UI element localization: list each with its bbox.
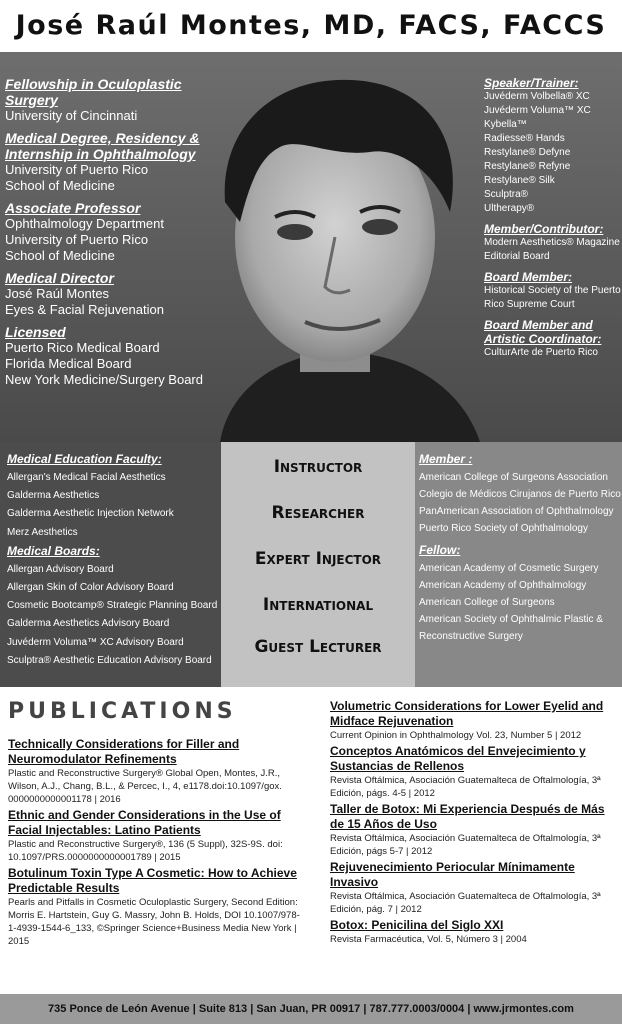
credential-line: Rico Supreme Court: [484, 299, 575, 310]
credential-heading: Licensed: [5, 324, 66, 340]
credential-block: [5, 200, 235, 264]
credential-block: [5, 130, 235, 194]
credential-block: [5, 324, 235, 388]
publications-right-column: [330, 699, 616, 948]
publication-item: [330, 744, 616, 800]
credential-block: [484, 318, 622, 360]
role-label: Researcher: [271, 503, 365, 523]
credential-line: University of Puerto Rico: [5, 162, 149, 177]
credential-heading: Medical Director: [5, 270, 114, 286]
credential-line: University of Cincinnati: [5, 108, 138, 123]
publications-heading: PUBLICATIONS: [8, 699, 237, 724]
publications-left-column: [8, 737, 308, 950]
credential-heading: Board Member:: [484, 270, 573, 284]
publication-source: Revista Oftálmica, Asociación Guatemalteca de Oftalmología, 3ª Edición, págs. 4-5 | 2012: [330, 775, 601, 799]
publication-source: Plastic and Reconstructive Surgery®, 136 (5 Suppl), 32S-9S. doi: 10.1097/PRS.0000000000001789 | 2015: [8, 839, 283, 863]
publication-item: [330, 699, 616, 742]
credential-line: Florida Medical Board: [5, 356, 132, 371]
publications-section: [0, 687, 622, 994]
role-label: Expert Injector: [254, 549, 382, 569]
publication-title: Taller de Botox: Mi Experiencia Después de Más de 15 Años de Uso: [330, 802, 605, 831]
publication-source: Revista Oftálmica, Asociación Guatemalteca de Oftalmología, 3ª Edición, págs 5-7 | 2012: [330, 833, 601, 857]
hero-section: [0, 52, 622, 442]
list-item: American Society of Ophthalmic Plastic &: [419, 614, 603, 625]
section-heading: Member :: [419, 452, 473, 466]
header: [0, 0, 622, 52]
list-item: Galderma Aesthetic Injection Network: [7, 508, 174, 520]
credential-line: José Raúl Montes: [5, 286, 110, 301]
credential-block: [484, 270, 622, 312]
publication-item: [8, 808, 308, 864]
credential-line: Puerto Rico Medical Board: [5, 340, 160, 355]
credential-line: Juvéderm Voluma™ XC: [484, 105, 591, 116]
section-heading: Medical Boards:: [7, 543, 100, 558]
credential-line: Juvéderm Volbella® XC: [484, 91, 590, 102]
publication-title: Botox: Penicilina del Siglo XXI: [330, 918, 504, 932]
publication-title: Volumetric Considerations for Lower Eyelid and Midface Rejuvenation: [330, 699, 604, 728]
credential-line: Restylane® Defyne: [484, 147, 571, 158]
credential-line: Ophthalmology Department: [5, 216, 164, 231]
member-fellow-panel: [415, 442, 622, 687]
publication-title: Ethnic and Gender Considerations in the Use of Facial Injectables: Latino Patients: [8, 808, 281, 837]
credential-line: Sculptra®: [484, 189, 529, 200]
credential-line: University of Puerto Rico: [5, 232, 149, 247]
list-item: Sculptra® Aesthetic Education Advisory Board: [7, 654, 212, 666]
publication-item: [330, 860, 616, 916]
page-title: José Raúl Montes, MD, FACS, FACCS: [15, 10, 607, 41]
list-item: Juvéderm Voluma™ XC Advisory Board: [7, 636, 184, 648]
list-item: Cosmetic Bootcamp® Strategic Planning Board: [7, 600, 218, 612]
list-item: Allergan Advisory Board: [7, 563, 114, 575]
role-label: Guest Lecturer: [254, 637, 382, 657]
publication-title: Conceptos Anatómicos del Envejecimiento y Sustancias de Rellenos: [330, 744, 586, 773]
faculty-boards-panel: [0, 442, 221, 687]
publication-source: Pearls and Pitfalls in Cosmetic Oculoplastic Surgery, Second Edition: Morris E. Hartstein, Guy G. Massry, John B. Holds, DOI 10.1007/978-1-4939-1544-6_133, ©Springer Science+Business Media New York | 2015: [8, 897, 300, 947]
contact-info: 735 Ponce de León Avenue | Suite 813 | San Juan, PR 00917 | 787.777.0003/0004 | www.jrmontes.com: [48, 1003, 574, 1015]
list-item: Galderma Aesthetics Advisory Board: [7, 618, 170, 630]
list-item: Merz Aesthetics: [7, 526, 78, 538]
footer-contact: [0, 994, 622, 1024]
role-label: Instructor: [273, 457, 363, 477]
credential-line: Editorial Board: [484, 251, 550, 262]
credential-line: Ultherapy®: [484, 203, 535, 214]
publication-source: Revista Oftálmica, Asociación Guatemalteca de Oftalmología, 3ª Edición, pág. 7 | 2012: [330, 891, 601, 915]
publication-item: [8, 866, 308, 948]
list-item: Reconstructive Surgery: [419, 631, 523, 642]
credential-block: [484, 222, 622, 264]
list-item: Colegio de Médicos Cirujanos de Puerto Rico: [419, 489, 621, 500]
credential-heading: Member/Contributor:: [484, 222, 604, 236]
credential-line: Restylane® Silk: [484, 175, 555, 186]
credential-heading: Medical Degree, Residency & Internship in Ophthalmology: [5, 130, 200, 162]
publication-source: Current Opinion in Ophthalmology Vol. 23, Number 5 | 2012: [330, 730, 582, 741]
list-item: American Academy of Ophthalmology: [419, 580, 587, 591]
section-heading: Medical Education Faculty:: [7, 452, 162, 466]
credential-line: Modern Aesthetics® Magazine: [484, 237, 620, 248]
list-item: Galderma Aesthetics: [7, 490, 100, 502]
list-item: American College of Surgeons: [419, 597, 555, 608]
credential-line: Radiesse® Hands: [484, 133, 565, 144]
list-item: Allergan Skin of Color Advisory Board: [7, 582, 174, 594]
list-item: Puerto Rico Society of Ophthalmology: [419, 523, 588, 534]
credential-heading: Associate Professor: [5, 200, 141, 216]
credential-heading: Fellowship in Oculoplastic Surgery: [5, 76, 182, 108]
list-item: American Academy of Cosmetic Surgery: [419, 563, 599, 574]
credential-heading: Speaker/Trainer:: [484, 76, 579, 90]
credential-line: CulturArte de Puerto Rico: [484, 347, 598, 358]
credential-block: [484, 76, 622, 216]
credential-block: [5, 270, 235, 318]
list-item: PanAmerican Association of Ophthalmology: [419, 506, 614, 517]
publication-source: Revista Farmacéutica, Vol. 5, Número 3 | 2004: [330, 934, 527, 945]
credential-line: Historical Society of the Puerto: [484, 285, 621, 296]
publication-item: [330, 918, 616, 946]
list-item: American College of Surgeons Association: [419, 472, 608, 483]
publication-title: Rejuvenecimiento Periocular Mínimamente Invasivo: [330, 860, 575, 889]
publication-title: Botulinum Toxin Type A Cosmetic: How to Achieve Predictable Results: [8, 866, 297, 895]
credential-line: School of Medicine: [5, 248, 115, 263]
right-credentials: [484, 70, 622, 360]
credential-line: Kybella™: [484, 119, 527, 130]
roles-panel: [221, 442, 415, 687]
credential-heading: Board Member and Artistic Coordinator:: [484, 318, 602, 346]
publication-source: Plastic and Reconstructive Surgery® Global Open, Montes, J.R., Wilson, A.J., Chang, B.L., & Percec, I., 4, e1178.doi:10.1097/gox. 0000000000001178 | 2016: [8, 768, 282, 805]
credential-line: School of Medicine: [5, 178, 115, 193]
publication-item: [330, 802, 616, 858]
left-credentials: [5, 70, 235, 388]
credential-line: New York Medicine/Surgery Board: [5, 372, 203, 387]
credential-block: [5, 76, 235, 124]
roles-section: [0, 442, 622, 687]
credential-line: Eyes & Facial Rejuvenation: [5, 302, 164, 317]
credential-line: Restylane® Refyne: [484, 161, 571, 172]
publication-title: Technically Considerations for Filler and Neuromodulator Refinements: [8, 737, 240, 766]
publication-item: [8, 737, 308, 806]
section-heading: Fellow:: [419, 543, 461, 557]
list-item: Allergan's Medical Facial Aesthetics: [7, 472, 166, 483]
role-label: International: [262, 595, 374, 615]
